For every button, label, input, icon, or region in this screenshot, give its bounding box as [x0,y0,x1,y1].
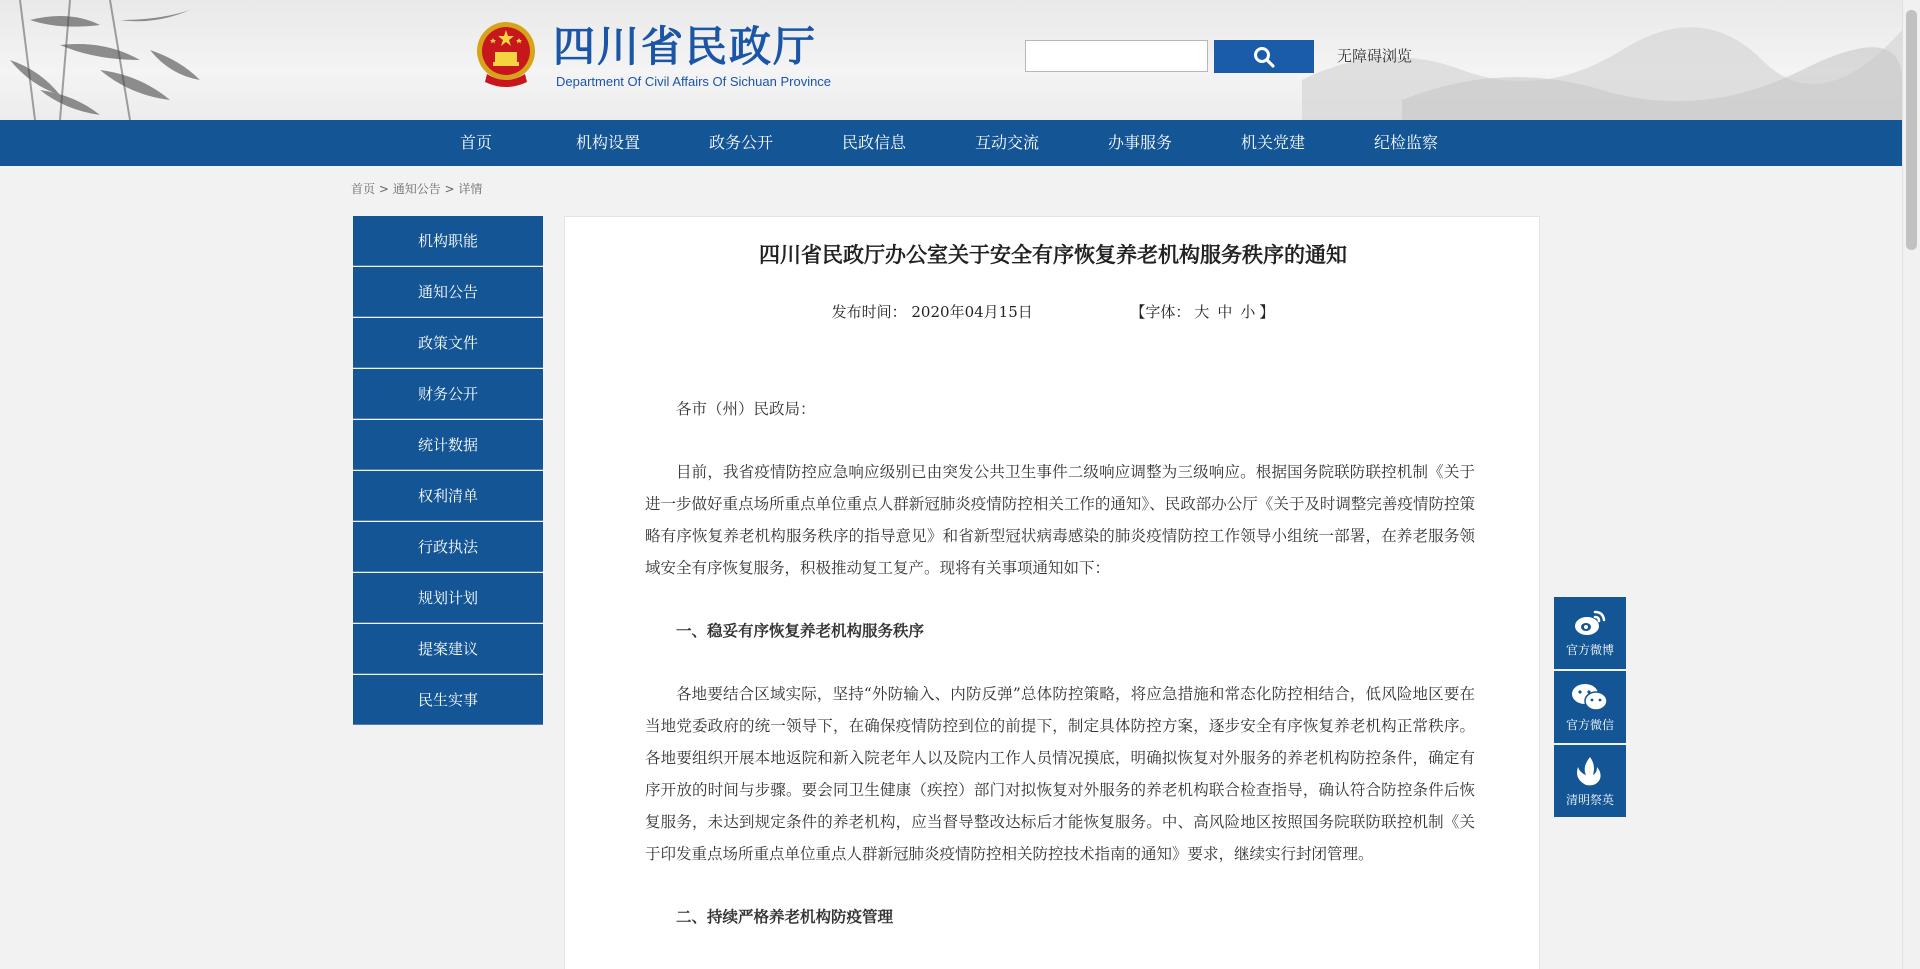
memorial-flame-icon [1573,755,1607,787]
section-heading: 一、稳妥有序恢复养老机构服务秩序 [676,621,925,640]
site-subtitle: Department Of Civil Affairs Of Sichuan Province [556,74,832,89]
sidebar-item-functions[interactable]: 机构职能 [353,216,543,266]
article-meta [565,301,1541,322]
article-panel [564,216,1540,969]
nav-item-home[interactable]: 首页 [459,133,492,152]
publish-date: 2020年04月15日 [911,303,1033,321]
national-emblem-icon [475,20,537,90]
weibo-link[interactable] [1554,597,1626,669]
article-title: 四川省民政厅办公室关于安全有序恢复养老机构服务秩序的通知 [759,242,1347,267]
weibo-icon [1573,609,1607,637]
breadcrumb-current: 详情 [458,182,483,196]
wechat-icon [1570,682,1610,712]
nav-item-services[interactable]: 办事服务 [1107,133,1172,152]
page-scrollbar[interactable] [1902,0,1920,969]
nav-item-discipline[interactable]: 纪检监察 [1373,133,1438,152]
nav-item-interaction[interactable]: 互动交流 [974,133,1039,152]
nav-item-party-building[interactable]: 机关党建 [1240,133,1305,152]
font-size-label: 【字体： [1130,303,1191,321]
font-size-label-end: 】 [1259,303,1275,321]
breadcrumb [351,180,482,197]
nav-item-public-affairs[interactable]: 政务公开 [708,133,773,152]
breadcrumb-separator: > [375,182,393,196]
breadcrumb-section[interactable]: 通知公告 [392,182,441,196]
breadcrumb-home[interactable]: 首页 [351,182,376,196]
salutation: 各市（州）民政局： [676,400,816,418]
search-icon [1253,46,1275,68]
sidebar-item-enforcement[interactable]: 行政执法 [353,522,543,572]
site-title: 四川省民政厅 [553,22,818,71]
sidebar-item-finance[interactable]: 财务公开 [353,369,543,419]
paragraph: 目前，我省疫情防控应急响应级别已由突发公共卫生事件二级响应调整为三级响应。根据国务院联防联控机制《关于进一步做好重点场所重点单位重点人群新冠肺炎疫情防控相关工作的通知》、民政部办公厅《关于及时调整完善疫情防控策略有序恢复养老机构服务秩序的指导意见》和省新型冠状病毒感染的肺炎疫情防控工作领导小组统一部署，在养老服务领域安全有序恢复服务，积极推动复工复产。现将有关事项通知如下： [645,463,1475,577]
sidebar-item-statistics[interactable]: 统计数据 [353,420,543,470]
main-nav [0,120,1902,166]
article-body [645,393,1475,964]
wechat-label: 官方微信 [1565,717,1614,732]
sidebar-item-notices[interactable]: 通知公告 [353,267,543,317]
sidebar-item-rights-list[interactable]: 权利清单 [353,471,543,521]
bamboo-decoration [0,0,230,120]
sidebar-item-planning[interactable]: 规划计划 [353,573,543,623]
breadcrumb-separator: > [440,182,459,196]
accessible-browsing-link[interactable]: 无障碍浏览 [1337,47,1413,65]
search-input[interactable] [1025,40,1208,72]
nav-item-civil-info[interactable]: 民政信息 [841,133,906,152]
sidebar [353,216,543,726]
date-label: 发布时间： [831,303,907,321]
sidebar-item-proposals[interactable]: 提案建议 [353,624,543,674]
weibo-label: 官方微博 [1565,642,1614,657]
floating-share-bar [1554,597,1626,819]
font-large-button[interactable]: 大 [1194,303,1210,321]
wechat-link[interactable] [1554,671,1626,743]
paragraph: 各地要结合区域实际，坚持“外防输入、内防反弹”总体防控策略，将应急措施和常态化防控相结合，低风险地区要在当地党委政府的统一领导下，在确保疫情防控到位的前提下，制定具体防控方案，逐步安全有序恢复养老机构正常秩序。各地要组织开展本地返院和新入院老年人以及院内工作人员情况摸底，明确拟恢复对外服务的养老机构防控条件，确定有序开放的时间与步骤。要会同卫生健康（疾控）部门对拟恢复对外服务的养老机构联合检查指导，确认符合防控条件后恢复服务，未达到规定条件的养老机构，应当督导整改达标后才能恢复服务。中、高风险地区按照国务院联防联控机制《关于印发重点场所重点单位重点人群新冠肺炎疫情防控相关防控技术指南的通知》要求，继续实行封闭管理。 [645,685,1475,863]
section-heading: 二、持续严格养老机构防疫管理 [676,907,894,926]
font-small-button[interactable]: 小 [1240,303,1256,321]
search-button[interactable] [1214,40,1314,73]
memorial-link[interactable] [1554,745,1626,817]
font-medium-button[interactable]: 中 [1217,303,1233,321]
nav-item-organization[interactable]: 机构设置 [575,133,640,152]
header [0,0,1902,120]
memorial-label: 清明祭英 [1565,792,1614,807]
sidebar-item-livelihood[interactable]: 民生实事 [353,675,543,725]
sidebar-item-policy[interactable]: 政策文件 [353,318,543,368]
scrollbar-thumb[interactable] [1906,10,1917,250]
